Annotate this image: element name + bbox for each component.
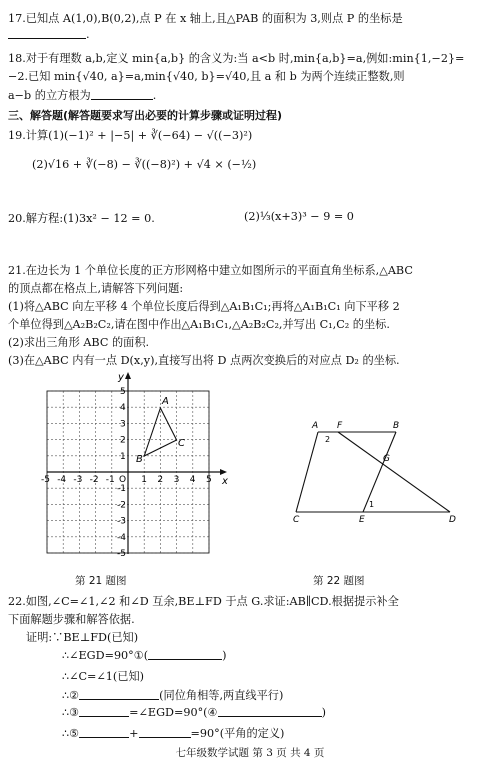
figure-22-diagram[interactable] <box>285 415 475 525</box>
point-label-c: C <box>293 515 300 525</box>
point-label-f: F <box>337 421 343 431</box>
vertex-label-b: B <box>136 454 143 465</box>
question-19 <box>8 127 496 143</box>
question-number: 21. <box>8 264 26 277</box>
x-tick-labels <box>41 475 212 485</box>
y-tick-label: 2 <box>120 435 126 446</box>
y-tick-label: -1 <box>117 484 126 495</box>
x-tick-label: 2 <box>157 475 164 485</box>
figure-22-caption: 第 22 题图 <box>313 575 365 587</box>
question-21-line-2: 的顶点都在格点上,请解答下列问题: <box>8 282 184 295</box>
answer-blank-3[interactable] <box>79 706 129 717</box>
proof-step-3: ∴② (同位角相等,两直线平行) <box>62 689 284 702</box>
x-tick-label: -1 <box>105 475 115 485</box>
vertex-label-c: C <box>178 438 185 449</box>
x-tick-label: 5 <box>206 475 212 485</box>
y-tick-label: 1 <box>120 451 126 462</box>
question-19-part-2: (2)√16 + ∛(−8) − ∛((−8)²) + √4 × (−½) <box>32 158 257 171</box>
x-tick-label: -4 <box>57 475 67 485</box>
question-17-answer-line: . <box>8 28 496 41</box>
x-axis-arrow-icon <box>220 469 227 475</box>
x-tick-label: -5 <box>41 475 50 485</box>
question-number: 19. <box>8 129 26 142</box>
x-tick-label: 3 <box>173 475 180 485</box>
question-text: 已知点 A(1,0),B(0,2),点 P 在 x 轴上,且△PAB 的面积为 3,则点 P 的坐标是 <box>25 12 403 25</box>
answer-blank-5[interactable] <box>79 727 129 738</box>
y-tick-label: -5 <box>117 549 126 559</box>
y-axis-label: y <box>118 372 124 383</box>
angle-label-1: 1 <box>369 500 375 509</box>
vertex-label-a: A <box>162 396 169 407</box>
question-21-item-3: (3)在△ABC 内有一点 D(x,y),直接写出将 D 点两次变换后的对应点 D₂ 的坐标. <box>8 354 400 367</box>
point-label-g: G <box>383 454 390 464</box>
y-tick-label: 5 <box>120 387 126 397</box>
point-label-e: E <box>359 515 365 525</box>
y-axis-arrow-icon <box>125 372 131 379</box>
x-tick-label: 4 <box>189 475 196 485</box>
y-tick-label: -4 <box>117 532 126 543</box>
proof-step-2: ∴∠C=∠1(已知) <box>62 670 145 683</box>
x-tick-label: -2 <box>89 475 99 485</box>
y-tick-label: -2 <box>117 500 126 511</box>
proof-step-1: ∴∠EGD=90°①( ) <box>62 649 227 662</box>
y-tick-label: 4 <box>120 403 126 414</box>
question-20-part-2: (2)⅓(x+3)³ − 9 = 0 <box>244 210 354 223</box>
question-18-line-3: a−b 的立方根为 . <box>8 89 157 102</box>
question-17 <box>8 10 496 26</box>
question-text: 对于有理数 a,b,定义 min{a,b} 的含义为:当 a<b 时,min{a,b}=a,例如:min{1,−2}= <box>25 52 465 65</box>
page-footer: 七年级数学试题 第 3 页 共 4 页 <box>175 747 325 759</box>
section-title: 三、解答题(解答题要求写出必要的计算步骤或证明过程) <box>8 109 283 122</box>
question-21-item-1a: (1)将△ABC 向左平移 4 个单位长度后得到△A₁B₁C₁;再将△A₁B₁C₁ 向下平移 2 <box>8 300 400 313</box>
question-18 <box>8 50 496 66</box>
answer-blank-6[interactable] <box>139 727 191 738</box>
origin-label: O <box>119 475 127 485</box>
question-21-item-1b: 个单位得到△A₂B₂C₂,请在图中作出△A₁B₁C₁,△A₂B₂C₂,并写出 C₁,C₂ 的坐标. <box>8 318 390 331</box>
answer-blank-2[interactable] <box>79 689 159 700</box>
point-label-d: D <box>449 515 456 525</box>
question-21-item-2: (2)求出三角形 ABC 的面积. <box>8 336 150 349</box>
proof-title: 证明:∵BE⊥FD(已知) <box>26 631 139 644</box>
y-tick-labels <box>117 387 126 559</box>
question-21 <box>8 262 496 278</box>
x-axis-label: x <box>222 476 228 487</box>
question-number: 22. <box>8 595 26 608</box>
figure-21-caption: 第 21 题图 <box>75 575 127 587</box>
angle-label-2: 2 <box>325 435 331 444</box>
figure-21-grid[interactable] <box>42 370 232 560</box>
question-number: 17. <box>8 12 26 25</box>
proof-step-5: ∴⑤ + =90°(平角的定义) <box>62 727 285 740</box>
question-20-part-1: 解方程:(1)3x² − 12 = 0. <box>25 212 155 225</box>
point-label-b: B <box>393 421 400 431</box>
y-tick-label: 3 <box>120 419 126 430</box>
proof-step-4: ∴③ =∠EGD=90°(④ ) <box>62 706 326 719</box>
question-text: 在边长为 1 个单位长度的正方形网格中建立如图所示的平面直角坐标系,△ABC <box>25 264 413 277</box>
question-22 <box>8 593 496 609</box>
answer-blank-4[interactable] <box>218 706 322 717</box>
question-19-part-1: 计算(1)(−1)² + |−5| + ∛(−64) − √((−3)²) <box>25 129 253 142</box>
question-18-line-2: −2.已知 min{√40, a}=a,min{√40, b}=√40,且 a 和 b 为两个连续正整数,则 <box>8 70 405 83</box>
answer-blank[interactable] <box>91 89 153 100</box>
answer-blank-1[interactable] <box>148 649 222 660</box>
question-22-line-2: 下面解题步骤和解答依据. <box>8 613 135 626</box>
question-text: 如图,∠C=∠1,∠2 和∠D 互余,BE⊥FD 于点 G.求证:AB∥CD.根据提示补全 <box>25 595 399 608</box>
x-tick-label: 1 <box>141 475 147 485</box>
y-tick-label: -3 <box>117 516 126 527</box>
question-number: 18. <box>8 52 26 65</box>
answer-blank[interactable] <box>8 28 86 39</box>
point-label-a: A <box>312 421 319 431</box>
x-tick-label: -3 <box>73 475 83 485</box>
question-number: 20. <box>8 212 26 225</box>
